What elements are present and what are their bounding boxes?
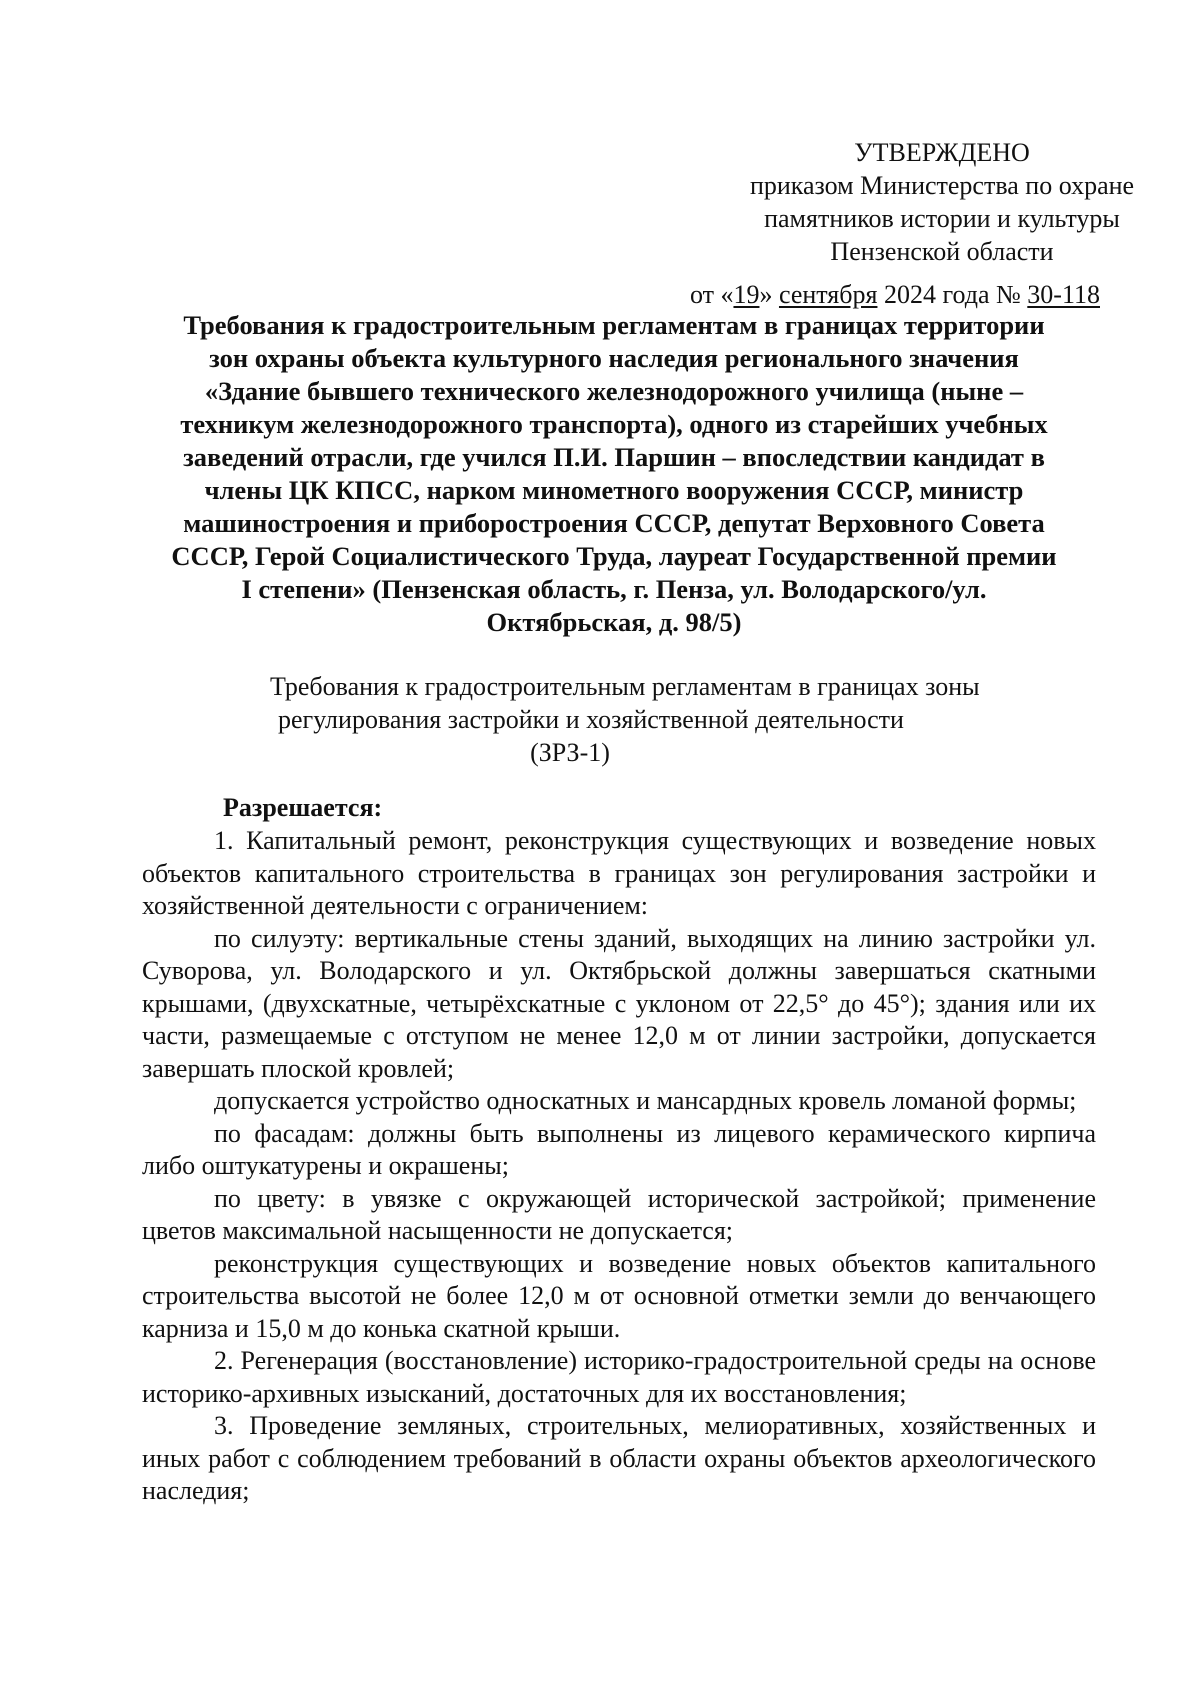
title-line: «Здание бывшего технического железнодорожного училища (ныне – [204, 376, 1024, 406]
title-line: зон охраны объекта культурного наследия регионального значения [209, 343, 1019, 373]
zone-title-line-1: Требования к градостроительным регламентам в границах зоны [270, 672, 980, 701]
approval-title: УТВЕРЖДЕНО [854, 138, 1030, 167]
order-date-number [690, 278, 1100, 311]
zone-section-title [270, 670, 1050, 769]
order-number: 30-118 [1027, 280, 1100, 309]
title-line: члены ЦК КПСС, нарком минометного вооружения СССР, министр [204, 475, 1024, 505]
title-line: Октябрьская, д. 98/5) [486, 607, 742, 637]
paragraph: допускается устройство односкатных и мансардных кровель ломаной формы; [214, 1086, 1077, 1115]
title-line: заведений отрасли, где учился П.И. Паршин – впоследствии кандидат в [183, 442, 1045, 472]
document-title [138, 309, 1090, 639]
paragraph: по силуэту: вертикальные стены зданий, выходящих на линию застройки ул. Суворова, ул. Володарского и ул. Октябрьской должны завершаться скатными крышами, (двухскатные, четырёхскатные с уклоном от 22,5° до 45°); здания или их части, размещаемые с отступом не менее 12,0 м от линии застройки, допускается завершать плоской кровлей; [142, 923, 1096, 1083]
order-day: 19 [733, 280, 760, 309]
title-line: техникум железнодорожного транспорта), одного из старейших учебных [180, 409, 1048, 439]
title-line: СССР, Герой Социалистического Труда, лауреат Государственной премии [171, 541, 1057, 571]
paragraph: по цвету: в увязке с окружающей исторической застройкой; применение цветов максимальной насыщенности не допускается; [142, 1183, 1096, 1245]
paragraph: 2. Регенерация (восстановление) историко-градостроительной среды на основе историко-архивных изысканий, достаточных для их восстановления; [142, 1346, 1096, 1408]
paragraph: 1. Капитальный ремонт, реконструкция существующих и возведение новых объектов капитального строительства в границах зон регулирования застройки и хозяйственной деятельности с ограничением: [142, 826, 1096, 920]
paragraph: реконструкция существующих и возведение новых объектов капитального строительства высотой не более 12,0 м от основной отметки земли до венчающего карниза и 15,0 м до конька скатной крыши. [142, 1248, 1096, 1343]
order-month: сентября [778, 280, 878, 309]
approval-line-2: памятников истории и культуры [764, 204, 1120, 233]
allowed-list [142, 825, 1096, 1508]
title-line: Требования к градостроительным регламентам в границах территории [183, 310, 1045, 340]
order-separator-2: 2024 года № [877, 280, 1028, 309]
paragraph: по фасадам: должны быть выполнены из лицевого керамического кирпича либо оштукатурены и окрашены; [142, 1118, 1096, 1180]
zone-title-line-2: регулирования застройки и хозяйственной деятельности [278, 705, 904, 734]
allowed-heading: Разрешается: [223, 793, 383, 822]
zone-code: (ЗРЗ-1) [530, 738, 610, 767]
paragraph: 3. Проведение земляных, строительных, мелиоративных, хозяйственных и иных работ с соблюдением требований в области охраны объектов археологического наследия; [142, 1411, 1096, 1505]
title-line: I степени» (Пензенская область, г. Пенза, ул. Володарского/ул. [241, 574, 987, 604]
order-prefix: от « [689, 280, 734, 309]
order-separator-1: » [759, 280, 779, 309]
approval-stamp-block [736, 136, 1148, 268]
approval-line-3: Пензенской области [830, 237, 1054, 266]
title-line: машиностроения и приборостроения СССР, депутат Верховного Совета [183, 508, 1045, 538]
approval-line-1: приказом Министерства по охране [749, 171, 1135, 200]
